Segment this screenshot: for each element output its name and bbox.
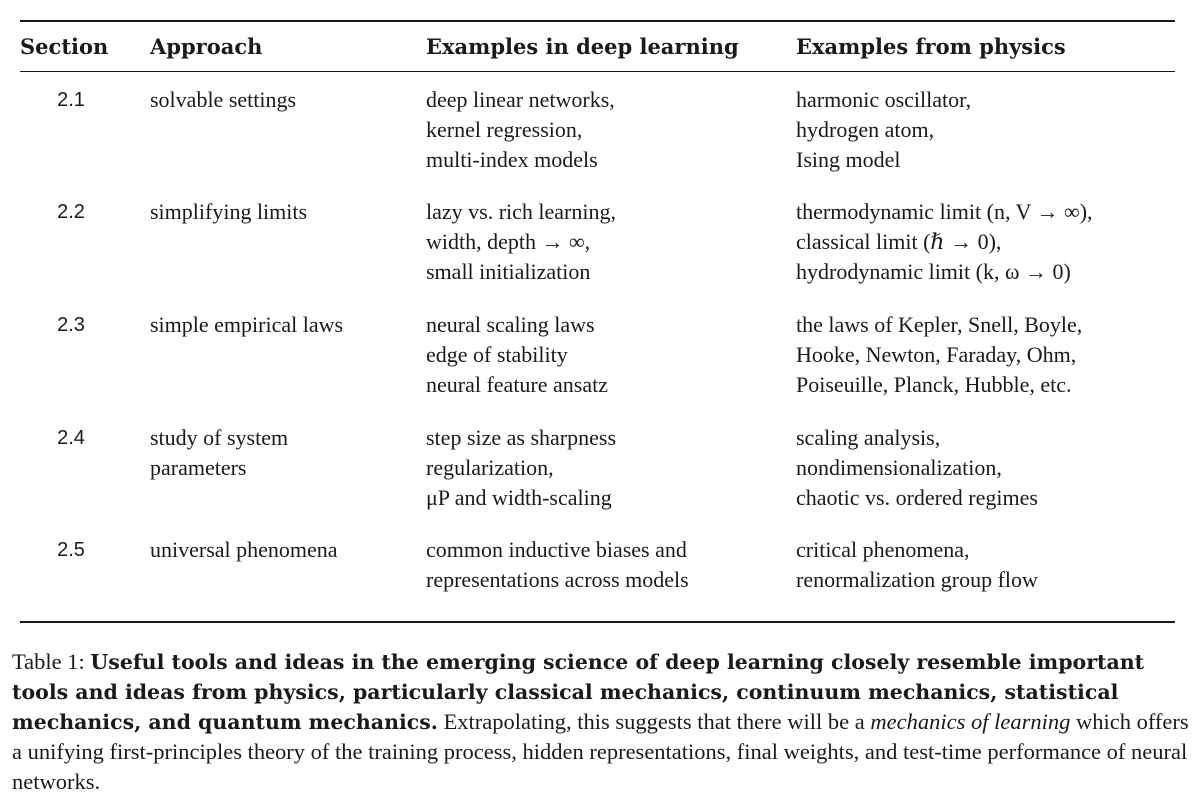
cell-line: universal phenomena xyxy=(150,537,338,562)
cell-line: simplifying limits xyxy=(150,199,308,224)
table-bottom-rule xyxy=(20,621,1175,623)
physics-cell xyxy=(796,423,1176,513)
caption-text-2: which offers a unifying first-principles theory of the training process, hidden representations, final weights, and test-time performance of neural networks. xyxy=(12,709,1189,794)
cell-line: step size as sharpness xyxy=(426,425,617,450)
cell-line: kernel regression, xyxy=(426,117,583,142)
cell-line: parameters xyxy=(150,455,247,480)
table-header-rule xyxy=(20,71,1175,72)
physics-cell xyxy=(796,535,1176,595)
section-number: 2.2 xyxy=(57,201,85,223)
cell-line: μP and width-scaling xyxy=(426,485,612,510)
cell-line: Ising model xyxy=(796,147,901,172)
cell-line: representations across models xyxy=(426,567,689,592)
cell-line: renormalization group flow xyxy=(796,567,1038,592)
cell-line: the laws of Kepler, Snell, Boyle, xyxy=(796,312,1083,337)
approach-cell xyxy=(150,535,410,565)
section-number: 2.3 xyxy=(57,314,85,336)
cell-line: neural scaling laws xyxy=(426,312,595,337)
cell-line: neural feature ansatz xyxy=(426,372,608,397)
section-number: 2.5 xyxy=(57,539,85,561)
cell-line: scaling analysis, xyxy=(796,425,941,450)
cell-line: harmonic oscillator, xyxy=(796,87,972,112)
header-approach: Approach xyxy=(150,34,263,59)
cell-line: thermodynamic limit (n, V → ∞), xyxy=(796,199,1093,224)
cell-line: hydrogen atom, xyxy=(796,117,935,142)
caption-label: Table 1: xyxy=(12,649,91,674)
header-physics: Examples from physics xyxy=(796,34,1066,59)
approach-cell xyxy=(150,310,410,340)
approach-cell xyxy=(150,197,410,227)
cell-line: solvable settings xyxy=(150,87,297,112)
cell-line: common inductive biases and xyxy=(426,537,687,562)
deep-learning-cell xyxy=(426,535,786,595)
cell-line: nondimensionalization, xyxy=(796,455,1002,480)
caption-bold-text: Useful tools and ideas in the emerging science of deep learning closely resemble important tools and ideas from physics, particularly classical mechanics, continuum mechanics, statistical mechanics, and quantum mechanics. xyxy=(12,650,1145,734)
table-caption xyxy=(12,647,1190,797)
section-number: 2.1 xyxy=(57,89,85,111)
caption-text-1: Extrapolating, this suggests that there will be a xyxy=(437,709,871,734)
cell-line: classical limit (ℏ → 0), xyxy=(796,229,1002,254)
cell-line: regularization, xyxy=(426,455,554,480)
section-number: 2.4 xyxy=(57,427,85,449)
cell-line: simple empirical laws xyxy=(150,312,344,337)
cell-line: hydrodynamic limit (k, ω → 0) xyxy=(796,259,1071,284)
cell-line: width, depth → ∞, xyxy=(426,229,591,254)
deep-learning-cell xyxy=(426,197,786,287)
deep-learning-cell xyxy=(426,310,786,400)
physics-cell xyxy=(796,197,1176,287)
cell-line: Poiseuille, Planck, Hubble, etc. xyxy=(796,372,1072,397)
deep-learning-cell xyxy=(426,85,786,175)
cell-line: critical phenomena, xyxy=(796,537,970,562)
caption-italic-text: mechanics of learning xyxy=(870,709,1071,734)
cell-line: small initialization xyxy=(426,259,591,284)
approach-cell xyxy=(150,423,410,483)
deep-learning-cell xyxy=(426,423,786,513)
cell-line: Hooke, Newton, Faraday, Ohm, xyxy=(796,342,1077,367)
table-top-rule xyxy=(20,20,1175,22)
cell-line: lazy vs. rich learning, xyxy=(426,199,616,224)
cell-line: study of system xyxy=(150,425,289,450)
header-deep-learning: Examples in deep learning xyxy=(426,34,739,59)
physics-cell xyxy=(796,310,1176,400)
header-section: Section xyxy=(20,34,109,59)
physics-cell xyxy=(796,85,1176,175)
cell-line: chaotic vs. ordered regimes xyxy=(796,485,1038,510)
approach-cell xyxy=(150,85,410,115)
cell-line: edge of stability xyxy=(426,342,568,367)
cell-line: multi-index models xyxy=(426,147,598,172)
cell-line: deep linear networks, xyxy=(426,87,615,112)
